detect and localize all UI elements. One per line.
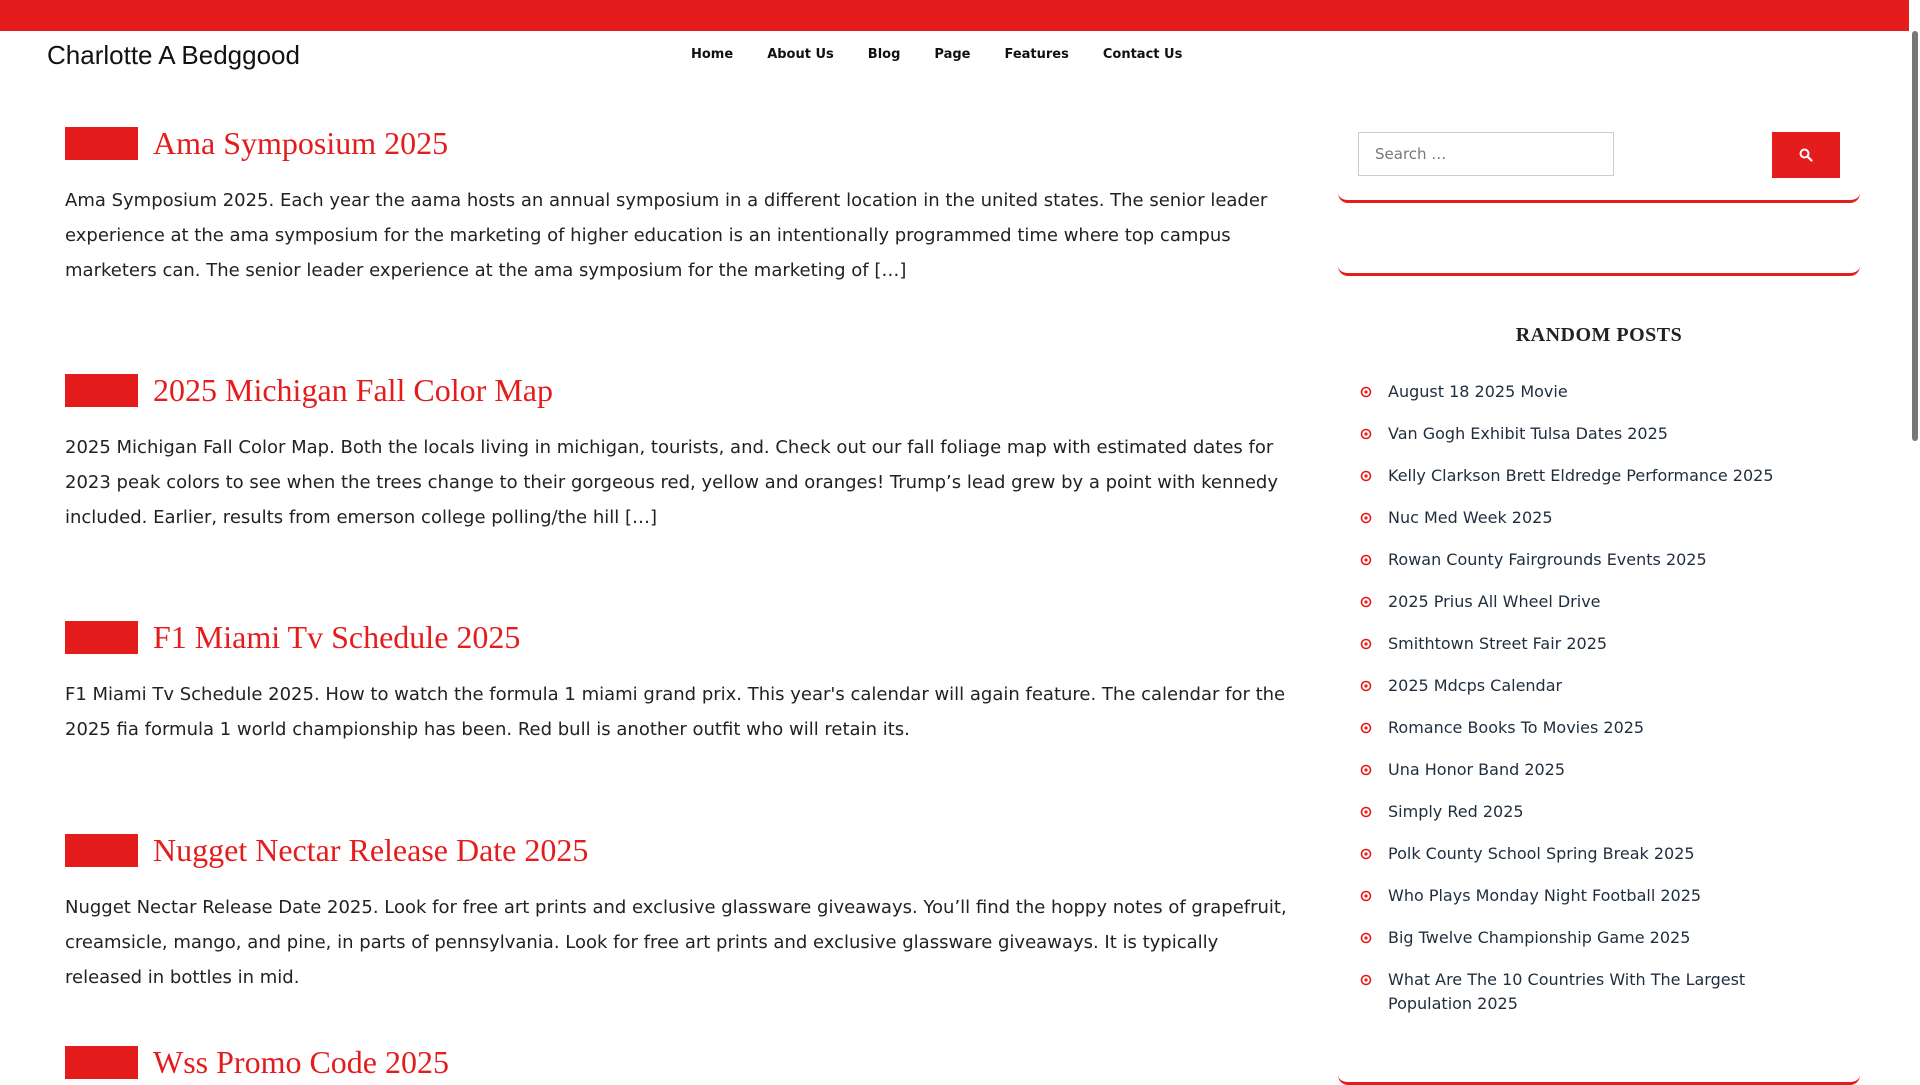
search-button[interactable] <box>1772 132 1840 178</box>
post-excerpt: F1 Miami Tv Schedule 2025. How to watch the formula 1 miami grand prix. This year's calendar will again feature. The calendar for the 2025 fia formula 1 world championship has been. Red bull is another outfit who will retain its. <box>65 684 1286 740</box>
scrollbar[interactable] <box>1909 0 1920 1080</box>
random-post-link[interactable]: Nuc Med Week 2025 <box>1388 508 1553 527</box>
list-item <box>1338 968 1860 1016</box>
random-posts-heading: RANDOM POSTS <box>1515 324 1683 346</box>
random-posts-list <box>1338 380 1860 1034</box>
nav-blog[interactable]: Blog <box>867 47 901 62</box>
top-accent-bar <box>0 0 1909 31</box>
search-input[interactable] <box>1358 132 1614 176</box>
post-category-tag[interactable] <box>65 834 138 867</box>
post-title[interactable]: Ama Symposium 2025 <box>153 125 449 161</box>
list-item <box>1338 926 1860 950</box>
random-post-link[interactable]: What Are The 10 Countries With The Largest Population 2025 <box>1388 970 1746 1013</box>
random-post-link[interactable]: Una Honor Band 2025 <box>1388 760 1566 779</box>
post-title[interactable]: 2025 Michigan Fall Color Map <box>153 372 553 408</box>
target-bullet-icon <box>1360 680 1372 692</box>
list-item <box>1338 716 1860 740</box>
main-nav <box>674 47 1199 62</box>
post-title[interactable]: Wss Promo Code 2025 <box>153 1044 449 1080</box>
random-post-link[interactable]: Smithtown Street Fair 2025 <box>1388 634 1608 653</box>
nav-contact-us[interactable]: Contact Us <box>1102 47 1183 62</box>
random-post-link[interactable]: August 18 2025 Movie <box>1388 382 1568 401</box>
target-bullet-icon <box>1360 596 1372 608</box>
nav-home[interactable]: Home <box>691 47 734 62</box>
nav-about-us[interactable]: About Us <box>767 47 834 62</box>
target-bullet-icon <box>1360 386 1372 398</box>
nav-page[interactable]: Page <box>934 47 971 62</box>
post-excerpt: Nugget Nectar Release Date 2025. Look for free art prints and exclusive glassware giveaways. You’ll find the hoppy notes of grapefruit, creamsicle, mango, and pine, in parts of pennsylvania. Look for free art prints and exclusive glassware giveaways. It is typically released in bottles in mid. <box>65 897 1287 988</box>
post-excerpt: 2025 Michigan Fall Color Map. Both the locals living in michigan, tourists, and. Check out our fall foliage map with estimated dates for 2023 peak colors to see when the trees change to their gorgeous red, yellow and oranges! Trump’s lead grew by a point with kennedy included. Earlier, results from emerson college polling/the hill […] <box>65 437 1278 528</box>
nav-features[interactable]: Features <box>1004 47 1069 62</box>
target-bullet-icon <box>1360 848 1372 860</box>
target-bullet-icon <box>1360 932 1372 944</box>
target-bullet-icon <box>1360 764 1372 776</box>
post-excerpt: Ama Symposium 2025. Each year the aama hosts an annual symposium in a different location in the united states. The senior leader experience at the ama symposium for the marketing of higher education is an intentionally programmed time where top campus marketers can. The senior leader experience at the ama symposium for the marketing of […] <box>65 190 1268 281</box>
target-bullet-icon <box>1360 806 1372 818</box>
random-post-link[interactable]: Simply Red 2025 <box>1388 802 1524 821</box>
post-category-tag[interactable] <box>65 374 138 407</box>
target-bullet-icon <box>1360 722 1372 734</box>
list-item <box>1338 800 1860 824</box>
search-icon <box>1799 148 1813 162</box>
site-title[interactable]: Charlotte A Bedggood <box>47 40 300 70</box>
target-bullet-icon <box>1360 890 1372 902</box>
post-title[interactable]: F1 Miami Tv Schedule 2025 <box>153 619 521 655</box>
post-category-tag[interactable] <box>65 1046 138 1079</box>
list-item <box>1338 548 1860 572</box>
target-bullet-icon <box>1360 974 1372 986</box>
scrollbar-thumb[interactable] <box>1912 31 1918 441</box>
random-post-link[interactable]: Rowan County Fairgrounds Events 2025 <box>1388 550 1707 569</box>
target-bullet-icon <box>1360 554 1372 566</box>
list-item <box>1338 506 1860 530</box>
random-post-link[interactable]: Who Plays Monday Night Football 2025 <box>1388 886 1702 905</box>
random-post-link[interactable]: 2025 Prius All Wheel Drive <box>1388 592 1601 611</box>
target-bullet-icon <box>1360 638 1372 650</box>
post-title[interactable]: Nugget Nectar Release Date 2025 <box>153 832 589 868</box>
target-bullet-icon <box>1360 470 1372 482</box>
random-post-link[interactable]: Big Twelve Championship Game 2025 <box>1388 928 1691 947</box>
list-item <box>1338 632 1860 656</box>
random-post-link[interactable]: Romance Books To Movies 2025 <box>1388 718 1645 737</box>
list-item <box>1338 758 1860 782</box>
post-category-tag[interactable] <box>65 621 138 654</box>
list-item <box>1338 422 1860 446</box>
random-posts-widget <box>1338 288 1860 1085</box>
random-post-link[interactable]: Van Gogh Exhibit Tulsa Dates 2025 <box>1388 424 1668 443</box>
target-bullet-icon <box>1360 512 1372 524</box>
empty-widget <box>1338 210 1860 276</box>
random-post-link[interactable]: Polk County School Spring Break 2025 <box>1388 844 1695 863</box>
list-item <box>1338 464 1860 488</box>
list-item <box>1338 380 1860 404</box>
target-bullet-icon <box>1360 428 1372 440</box>
post-category-tag[interactable] <box>65 127 138 160</box>
random-post-link[interactable]: Kelly Clarkson Brett Eldredge Performance 2025 <box>1388 466 1774 485</box>
list-item <box>1338 590 1860 614</box>
list-item <box>1338 674 1860 698</box>
random-post-link[interactable]: 2025 Mdcps Calendar <box>1388 676 1563 695</box>
list-item <box>1338 884 1860 908</box>
search-widget <box>1338 130 1860 203</box>
list-item <box>1338 842 1860 866</box>
